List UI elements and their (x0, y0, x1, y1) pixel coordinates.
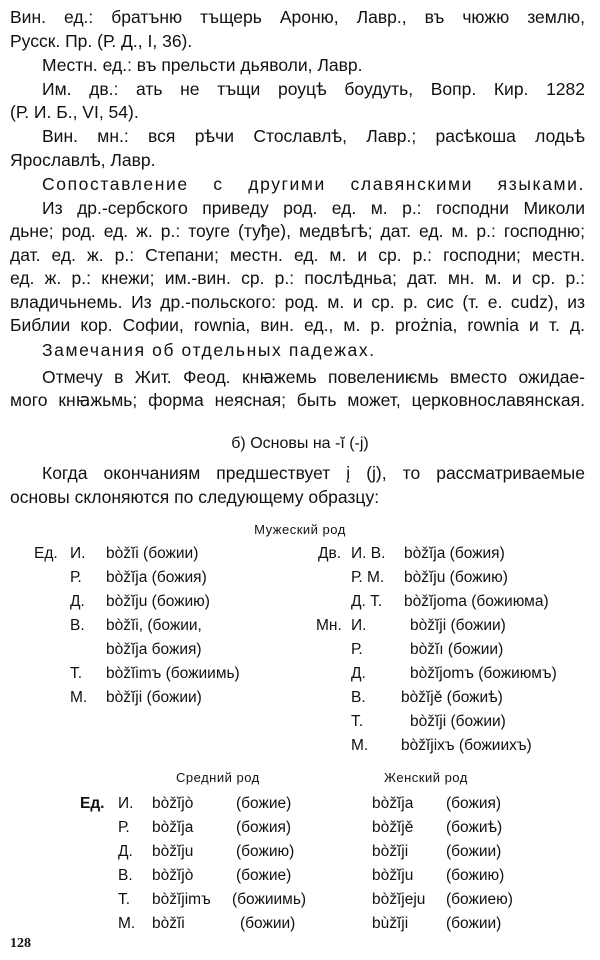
text-line: мого кнꙗжьмь; форма неясная; быть может, церковнославянская. (10, 390, 585, 410)
case-label: И. (70, 545, 86, 562)
cyrillic-form: (божии) (446, 843, 502, 860)
case-label: Т. (351, 713, 364, 730)
paradigm-form: bòžĭji (божии) (106, 689, 202, 706)
neuter-title: Средний род (176, 770, 260, 785)
paradigm-form: bòžĭi, (божии, (106, 617, 202, 634)
cyrillic-form: (божию) (446, 867, 505, 884)
case-label: И. (351, 617, 367, 634)
text-line: Отмечу в Жит. Феод. кнꙗжемь повелениѥмь вместо ожидае- (42, 367, 585, 387)
paradigm-form: bòžĭju (божию) (404, 569, 508, 586)
case-label: Т. (118, 891, 131, 908)
number-label: Ед. (34, 545, 58, 562)
cyrillic-form: (божия) (446, 795, 502, 812)
cyrillic-form: (божие) (236, 795, 292, 812)
paradigm-form: bòžĭji (божии) (410, 617, 506, 634)
case-label: М. (70, 689, 88, 706)
text-line: дат. ед. ж. р.: Степани; местн. ед. м. и ср. р.: господни; местн. (10, 245, 585, 265)
case-label: Д. Т. (351, 593, 383, 610)
feminine-title: Женский род (384, 770, 468, 785)
text-line: Библии кор. Софии, rowniа, вин. ед., м. р. prożnia, rowniа и т. д. (10, 315, 585, 335)
case-label: В. (351, 689, 366, 706)
paradigm-form: bòžĭi (152, 915, 185, 932)
text-line: Вин. ед.: братъню тъщерь Ароню, Лавр., въ чюжю землю, (10, 7, 585, 27)
case-label: М. (351, 737, 369, 754)
paradigm-form: bòžĭjeju (372, 891, 426, 908)
paradigm-form: bòžĭjě (божиѣ) (401, 689, 503, 706)
cyrillic-form: (божии) (240, 915, 296, 932)
case-label: Д. (70, 593, 85, 610)
paradigm-form: bòžĭjomъ (божиюмъ) (410, 665, 557, 682)
cyrillic-form: (божию) (236, 843, 295, 860)
text-line: Когда окончаниям предшествует į (j), то рассматриваемые (42, 463, 585, 483)
paradigm-form: bòžĭimъ (божиимь) (106, 665, 240, 682)
cyrillic-form: (божие) (236, 867, 292, 884)
number-label: Ед. (80, 795, 105, 812)
case-label: Р. (118, 819, 130, 836)
cyrillic-form: (божиимь) (232, 891, 307, 908)
text-line: Им. дв.: ать не тъщи роуцѣ боудуть, Вопр. Кир. 1282 (42, 79, 585, 99)
cyrillic-form: (божии) (446, 915, 502, 932)
case-label: М. (118, 915, 136, 932)
text-line: Вин. мн.: вся рѣчи Стославлѣ, Лавр.; расѣкоша лодьѣ (42, 126, 585, 146)
paradigm-form: bòžĭja (152, 819, 194, 836)
paradigm-form: bòžĭjoma (божиюма) (404, 593, 549, 610)
masculine-title: Мужеский род (254, 522, 346, 537)
case-label: В. (118, 867, 133, 884)
section-heading: Сопоставление с другими славянскими языками. (42, 174, 585, 194)
paradigm-form: bùžĭji (372, 915, 409, 932)
paradigm-form: bòžĭju (152, 843, 194, 860)
case-label: Р. М. (351, 569, 385, 586)
section-heading: Замечания об отдельных падежах. (42, 340, 376, 360)
cyrillic-form: (божиѣ) (446, 819, 503, 836)
text-line: Русск. Пр. (Р. Д., I, 36). (10, 31, 193, 51)
page-number: 128 (10, 936, 31, 951)
case-label: Д. (118, 843, 133, 860)
case-label: В. (70, 617, 85, 634)
cyrillic-form: (божия) (236, 819, 292, 836)
paradigm-form: bòžĭja (божия) (404, 545, 505, 562)
number-label: Мн. (316, 617, 342, 634)
text-line: Местн. ед.: въ прельсти дьяволи, Лавр. (42, 55, 363, 75)
paradigm-form: bòžĭju (372, 867, 414, 884)
case-label: И. В. (351, 545, 386, 562)
text-line: основы склоняются по следующему образцу: (10, 487, 380, 507)
paradigm-form: bòžĭji (372, 843, 409, 860)
paradigm-form: bòžĭjě (372, 819, 414, 836)
text-line: Ярославлѣ, Лавр. (10, 150, 156, 170)
case-label: И. (118, 795, 134, 812)
case-label: Р. (70, 569, 82, 586)
paradigm-form: bòžĭja (божия) (106, 569, 207, 586)
subsection-heading: б) Основы на -ĭ (-j) (231, 435, 369, 452)
cyrillic-form: (божиею) (446, 891, 513, 908)
paradigm-form: bòžĭja божия) (106, 641, 202, 658)
paradigm-form: bòžĭjò (152, 795, 194, 812)
paradigm-form: bòžĭja (372, 795, 414, 812)
paradigm-form: bòžĭji (божии) (410, 713, 506, 730)
text-line: владичьнемь. Из др.-польского: род. м. и ср. р. сис (т. е. cudz), из (10, 292, 585, 312)
case-label: Д. (351, 665, 366, 682)
paradigm-form: bòžĭi (божии) (106, 545, 199, 562)
case-label: Т. (70, 665, 83, 682)
paradigm-form: bòžĭjò (152, 867, 194, 884)
text-line: (Р. И. Б., VI, 54). (10, 102, 139, 122)
paradigm-form: bòžĭı (божии) (410, 641, 504, 658)
text-line: ед. ж. р.: кнежи; им.-вин. ср. р.: послѣдньа; дат. мн. м. и ср. р.: (10, 268, 585, 288)
text-line: дьне; род. ед. ж. р.: тоуге (туђе), медвѣгѣ; дат. ед. м. р.: господню; (10, 221, 585, 241)
paradigm-form: bòžĭjimъ (152, 891, 211, 908)
paradigm-form: bòžĭju (божию) (106, 593, 210, 610)
case-label: Р. (351, 641, 363, 658)
text-line: Из др.-сербского приведу род. ед. м. р.: господни Миколи (42, 198, 585, 218)
number-label: Дв. (318, 545, 342, 562)
paradigm-form: bòžĭjixъ (божиихъ) (401, 737, 532, 754)
